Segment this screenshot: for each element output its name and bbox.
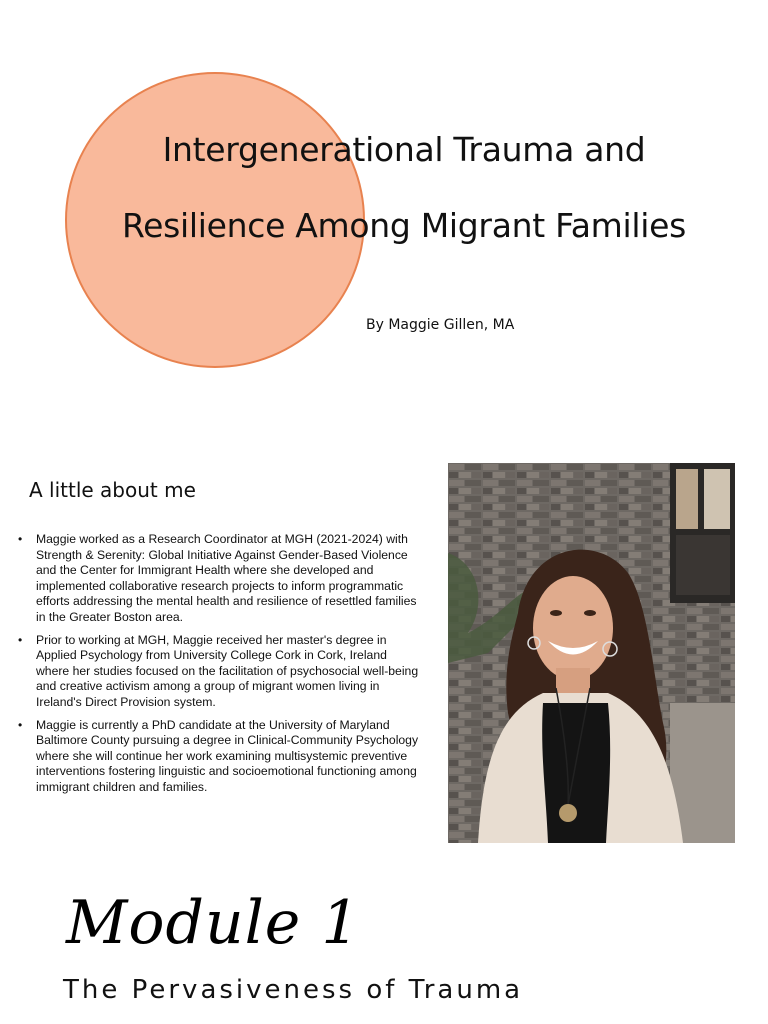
- portrait-photo: [448, 463, 735, 843]
- bullet-text: Maggie is currently a PhD candidate at the University of Maryland Baltimore County pursuing a degree in Clinical-Community Psychology where she will continue her work examining multisystemic preventive interventions fostering linguistic and socioemotional functioning among immigrant children and families.: [36, 717, 419, 794]
- module-title: Module 1: [66, 888, 361, 958]
- list-item: [16, 718, 420, 796]
- about-bullet-list: [16, 532, 420, 803]
- author-byline: By Maggie Gillen, MA: [366, 317, 515, 333]
- list-item: [16, 532, 420, 626]
- module-subtitle: The Pervasiveness of Trauma: [63, 975, 524, 1005]
- bullet-text: Prior to working at MGH, Maggie received her master's degree in Applied Psychology from University College Cork in Cork, Ireland where her studies focused on the facilitation of psychosocial well-being and creative activism among a group of migrant women living in Ireland's Direct Provision system.: [36, 632, 419, 709]
- page-title-line-1: Intergenerational Trauma and: [162, 130, 646, 169]
- page-title-line-2: Resilience Among Migrant Families: [121, 206, 686, 245]
- bullet-icon: •: [18, 632, 23, 647]
- list-item: [16, 633, 420, 711]
- bullet-icon: •: [18, 717, 23, 732]
- bullet-text: Maggie worked as a Research Coordinator at MGH (2021-2024) with Strength & Serenity: Global Initiative Against Gender-Based Violence and the Center for Immigrant Health where she developed and implemented collaborative research projects to inform programmatic efforts addressing the mental health and resilience of resettled families in the Greater Boston area.: [36, 532, 417, 624]
- about-heading: A little about me: [29, 478, 196, 502]
- bullet-icon: •: [18, 532, 23, 546]
